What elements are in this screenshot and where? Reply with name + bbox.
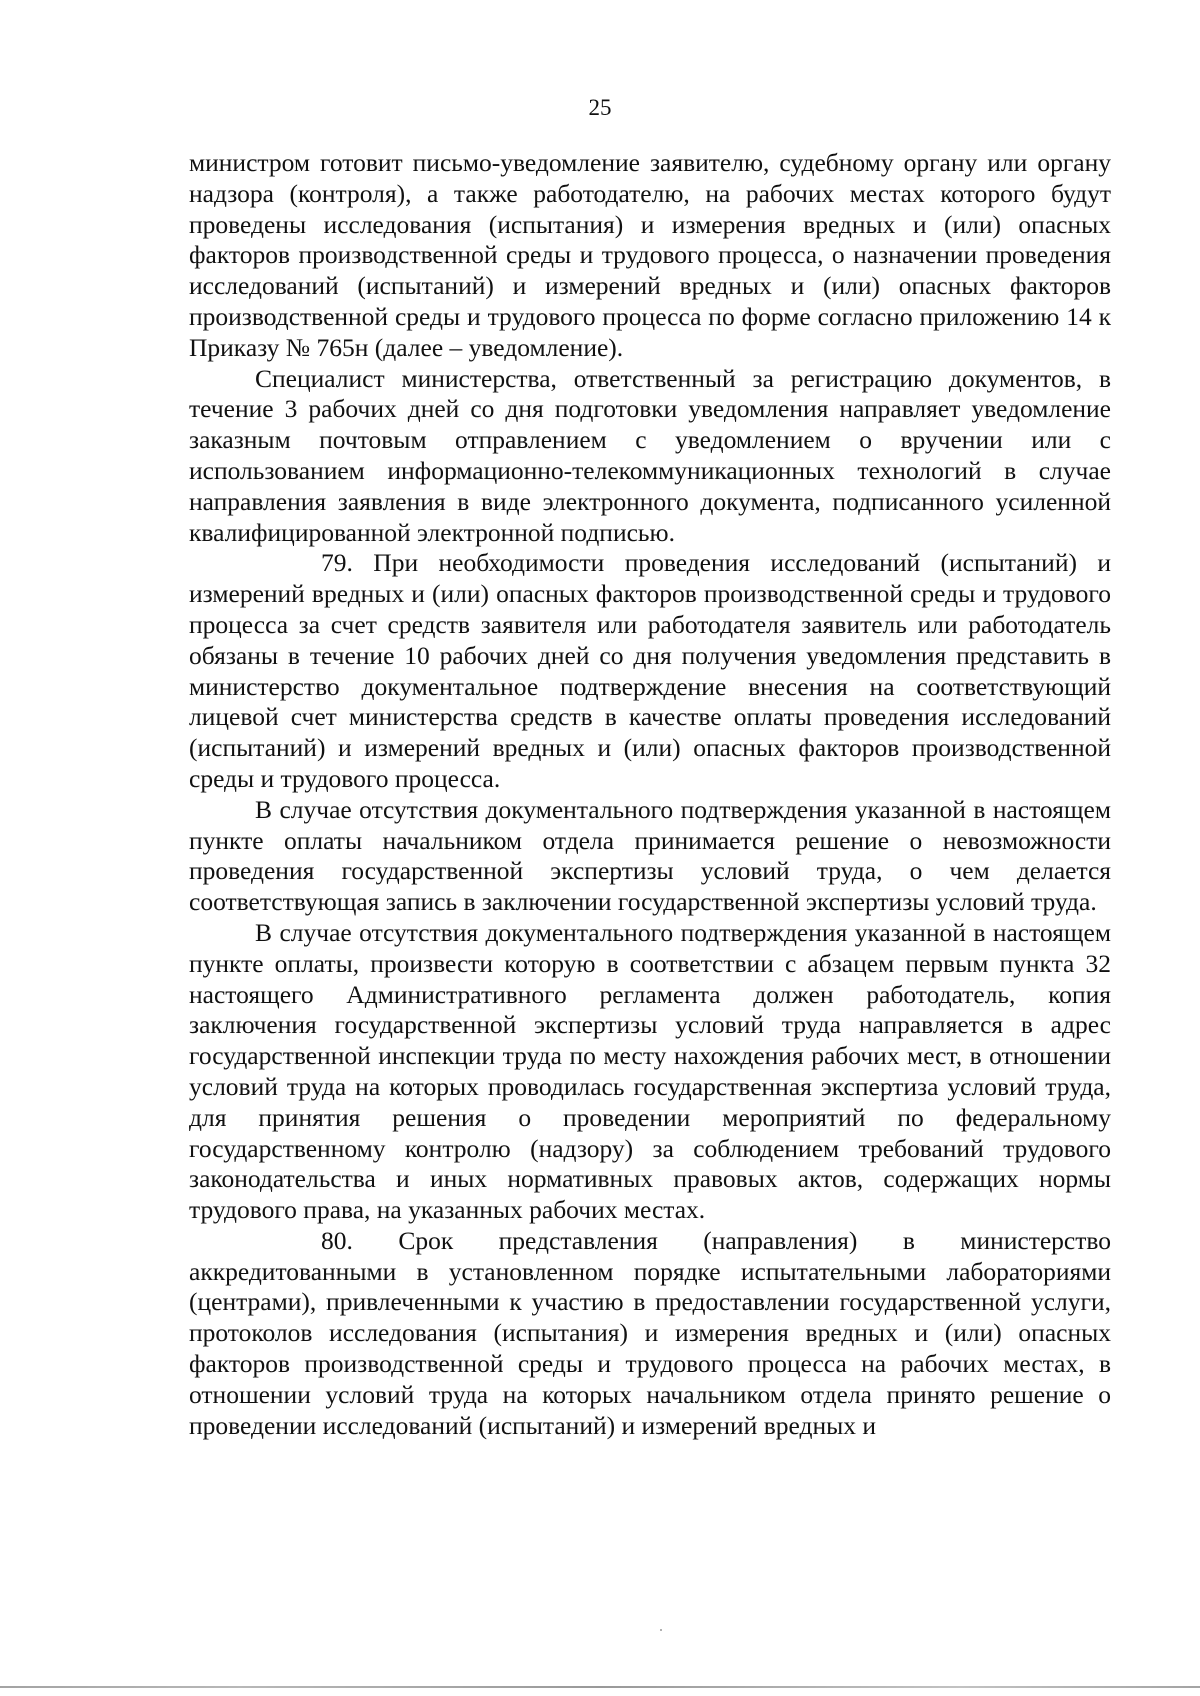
paragraph: В случае отсутствия документального подтверждения указанной в настоящем пункте оплаты начальником отдела принимается решение о невозможности проведения государственной экспертизы условий труда, о чем делается соответствующая запись в заключении государственной экспертизы условий труда.	[189, 794, 1111, 917]
clause-text: При необходимости проведения исследований (испытаний) и измерений вредных и (или) опасных факторов производственной среды и трудового процесса за счет средств заявителя или работодателя заявитель или работодатель обязаны в течение 10 рабочих дней со дня получения уведомления представить в министерство документальное подтверждение внесения на соответствующий лицевой счет министерства средств в качестве оплаты проведения исследований (испытаний) и измерений вредных и (или) опасных факторов производственной среды и трудового процесса.	[189, 548, 1112, 793]
scan-artifact-dot	[660, 1629, 662, 1631]
paragraph: министром готовит письмо-уведомление заявителю, судебному органу или органу надзора (контроля), а также работодателю, на рабочих местах которого будут проведены исследования (испытания) и измерения вредных и (или) опасных факторов производственной среды и трудового процесса, о назначении проведения исследований (испытаний) и измерений вредных и (или) опасных факторов производственной среды и трудового процесса по форме согласно приложению 14 к Приказу № 765н (далее – уведомление).	[189, 148, 1111, 362]
paragraph: В случае отсутствия документального подтверждения указанной в настоящем пункте оплаты, произвести которую в соответствии с абзацем первым пункта 32 настоящего Административного регламента должен работодатель, копия заключения государственной экспертизы условий труда направляется в адрес государственной инспекции труда по месту нахождения рабочих мест, в отношении условий труда на которых проводилась государственная экспертиза условий труда, для принятия решения о проведении мероприятий по федеральному государственному контролю (надзору) за соблюдением требований трудового законодательства и иных нормативных правовых актов, содержащих нормы трудового права, на указанных рабочих местах.	[189, 917, 1111, 1225]
document-body	[189, 148, 1111, 1441]
clause-number: 79.	[321, 548, 353, 578]
scan-edge-line	[0, 1686, 1200, 1688]
paragraph: Специалист министерства, ответственный за регистрацию документов, в течение 3 рабочих дней со дня подготовки уведомления направляет уведомление заказным почтовым отправлением с уведомлением о вручении или с использованием информационно-телекоммуникационных технологий в случае направления заявления в виде электронного документа, подписанного усиленной квалифицированной электронной подписью.	[189, 363, 1111, 547]
page-number: 25	[588, 95, 612, 120]
paragraph-79	[189, 548, 1111, 794]
clause-text: Срок представления (направления) в министерство аккредитованными в установленном порядке испытательными лабораториями (центрами), привлеченными к участию в предоставлении государственной услуги, протоколов исследования (испытания) и измерения вредных и (или) опасных факторов производственной среды и трудового процесса на рабочих местах, в отношении условий труда на которых начальником отдела принято решение о проведении исследований (испытаний) и измерений вредных и	[189, 1225, 1111, 1440]
paragraph-80	[189, 1226, 1111, 1442]
clause-number: 80.	[321, 1225, 353, 1255]
